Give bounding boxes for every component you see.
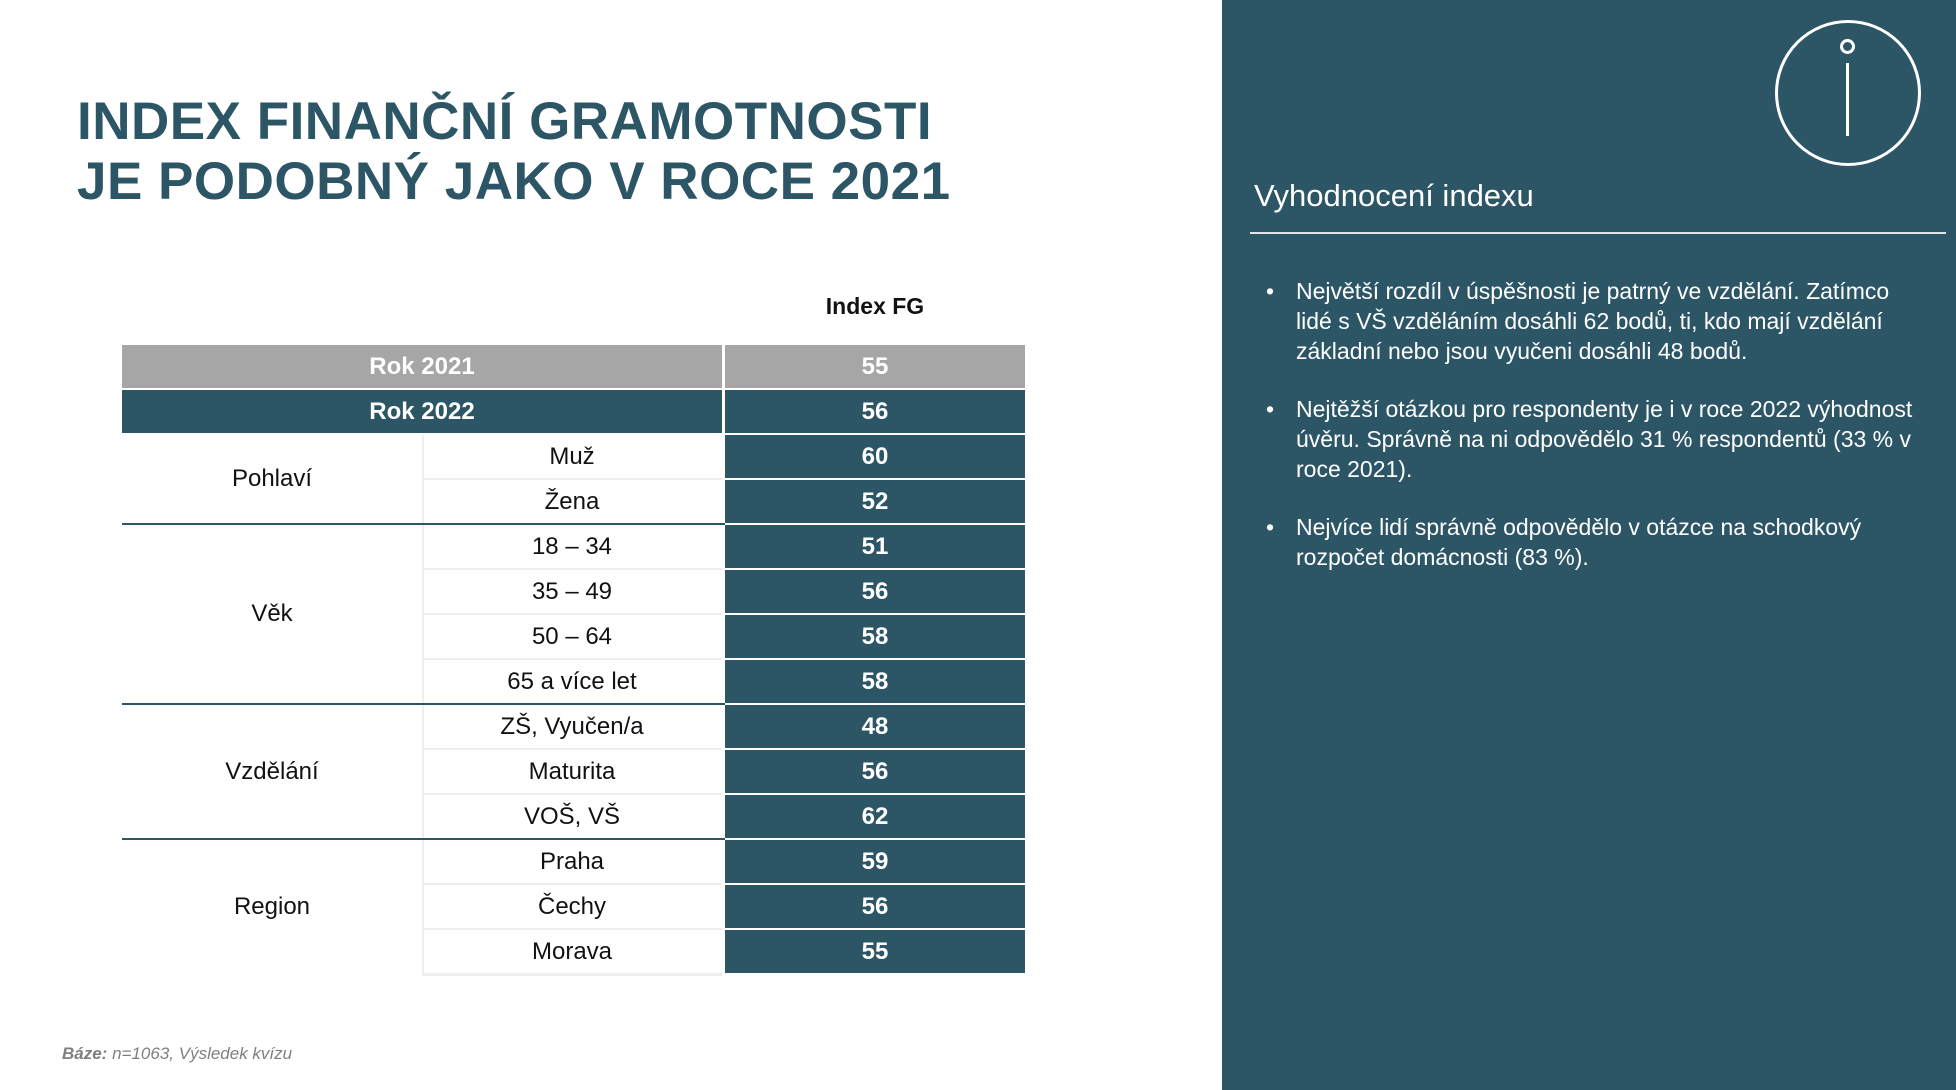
group-label: Věk [251, 600, 293, 627]
row-label: 65 a více let [422, 660, 722, 703]
footnote-label: Báze: [62, 1044, 108, 1063]
group-divider [422, 840, 424, 973]
year-label: Rok 2021 [122, 345, 722, 388]
group-divider [422, 705, 424, 838]
row-label: Čechy [422, 885, 722, 928]
bullet-text: Největší rozdíl v úspěšnosti je patrný ve vzdělání. Zatímco lidé s VŠ vzděláním dosáhli 62 bodů, ti, kdo mají vzdělání základní nebo jsou vyučeni dosáhli 48 bodů. [1296, 278, 1890, 364]
row-label: ZŠ, Vyučen/a [422, 705, 722, 748]
row-value: 58 [725, 615, 1025, 658]
bullet-text: Nejtěžší otázkou pro respondenty je i v roce 2022 výhodnost úvěru. Správně na ni odpovědělo 31 % respondentů (33 % v roce 2021). [1296, 396, 1913, 482]
year-label: Rok 2022 [122, 390, 722, 433]
bullet-marker: • [1266, 278, 1275, 304]
group-label: Vzdělání [225, 757, 319, 785]
info-icon [1775, 20, 1921, 166]
row-value: 48 [725, 705, 1025, 748]
group-label: Region [233, 892, 311, 920]
title-line-1: INDEX FINANČNÍ GRAMOTNOSTI [77, 92, 933, 151]
bullet-marker: • [1266, 396, 1275, 422]
info-icon-stem [1846, 63, 1849, 136]
row-label: VOŠ, VŠ [422, 795, 722, 838]
footnote [62, 1044, 292, 1064]
row-value: 52 [725, 480, 1025, 523]
row-value: 60 [725, 435, 1025, 478]
row-value: 56 [725, 570, 1025, 613]
row-label: 18 – 34 [422, 525, 722, 568]
footnote-text: n=1063, Výsledek kvízu [107, 1044, 293, 1063]
group-divider [422, 525, 424, 703]
bullet-text: Nejvíce lidí správně odpovědělo v otázce na schodkový rozpočet domácnosti (83 %). [1296, 514, 1862, 570]
row-label: 50 – 64 [422, 615, 722, 658]
bullet-marker: • [1266, 514, 1275, 540]
row-value: 59 [725, 840, 1025, 883]
row-value: 55 [725, 930, 1025, 973]
year-value: 56 [725, 390, 1025, 433]
panel-heading: Vyhodnocení indexu [1254, 178, 1534, 213]
group-label: Pohlaví [231, 465, 313, 492]
row-value: 56 [725, 750, 1025, 793]
title-line-2: JE PODOBNÝ JAKO V ROCE 2021 [77, 152, 951, 211]
row-value: 62 [725, 795, 1025, 838]
row-label: Muž [422, 435, 722, 478]
row-value: 56 [725, 885, 1025, 928]
page-title [77, 92, 951, 212]
row-value: 51 [725, 525, 1025, 568]
bullet-list [1266, 276, 1926, 600]
panel-divider [1250, 232, 1946, 234]
table-row-year-2021 [122, 345, 1025, 388]
info-icon-dot [1840, 39, 1855, 54]
year-value: 55 [725, 345, 1025, 388]
bullet-item [1266, 276, 1926, 366]
bullet-item [1266, 512, 1926, 572]
table-row-year-2022 [122, 390, 1025, 433]
row-label: Morava [422, 930, 722, 973]
row-label: Praha [422, 840, 722, 883]
column-header-index-fg: Index FG [825, 293, 925, 319]
bullet-item [1266, 394, 1926, 484]
row-label: Žena [422, 480, 722, 523]
row-label: 35 – 49 [422, 570, 722, 613]
group-divider [422, 435, 424, 523]
row-label: Maturita [422, 750, 722, 793]
row-value: 58 [725, 660, 1025, 703]
